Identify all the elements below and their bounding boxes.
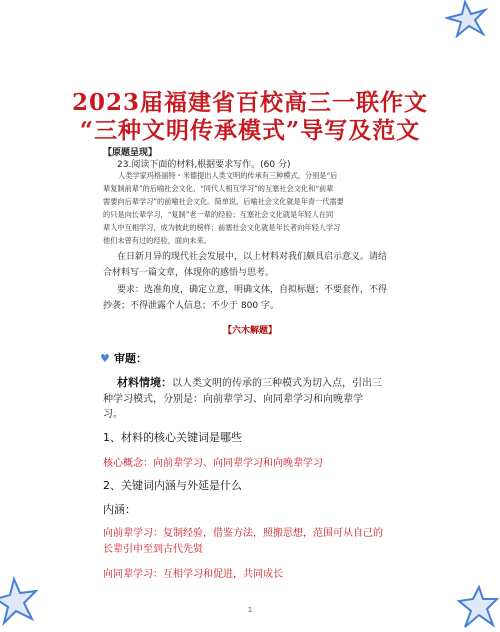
core-label: 核心概念： [103,458,153,469]
heart-icon: ♥ [100,352,110,365]
question-1: 1、材料的核心关键词是哪些 [103,431,242,444]
question-heading: 23.阅读下面的材料,根据要求写作。(60 分) [117,160,291,170]
requirement-line: 抄袭；不得泄露个人信息；不少于 800 字。 [103,301,279,311]
quote-line: 他们未曾有过的经验，面向未来。 [103,236,211,245]
item-1-label: 向前辈学习： [103,528,163,539]
item-1-text: 复制经验，借鉴方法，照搬思想，范围可从自己的 [163,528,383,539]
item-2-label: 向同辈学习： [103,569,163,580]
review-label: 审题： [114,352,147,365]
star-decoration-icon [445,0,500,38]
item-1-line [103,524,383,539]
analysis-section-title: 【六木解题】 [222,326,277,336]
quote-line: 的只是向长辈学习，“复制”老一辈的经验；互塞社会文化就是年轻人在同 [103,210,334,219]
material-line [117,374,382,390]
quote-line: 需要向后辈学习”的前喻社会文化。简单说，后喻社会文化就是年青一代需要 [103,197,344,206]
core-concept-line [103,454,323,469]
material-label: 材料情境： [117,376,172,389]
star-decoration-icon [0,575,45,632]
item-1-line-2: 长辈引申至到古代先贤 [103,544,203,555]
core-text: 向前辈学习、向同辈学习和向晚辈学习 [153,458,323,469]
page-title-line2: “三种文明传承模式”导写及范文 [79,117,421,144]
item-2-line [103,565,283,580]
instruction-line: 合材料写一篇文章，体现你的感悟与思考。 [103,268,275,278]
quote-line: 辈复制前辈”的后喻社会文化、“同代人相互学习”的互塞社会文化和“前辈 [103,184,334,193]
material-line: 种学习模式，分别是：向前辈学习、向同辈学习和向晚辈学 [103,394,363,405]
quote-line: 人类学家玛格丽特・米德提出人类文明的传承有三种模式，分别是“后 [118,171,338,180]
page-number: 1 [247,606,253,614]
question-2: 2、关键词内涵与外延是什么 [103,479,242,492]
item-2-text: 互相学习和促进，共同成长 [163,569,283,580]
material-line: 习。 [103,409,123,420]
instruction-line: 在日新月异的现代社会发展中，以上材料对我们颇具启示意义。请结 [117,252,388,262]
quote-line: 辈人中互相学习，成为彼此的榜样；前塞社会文化就是年长者向年轻人学习 [103,223,341,232]
connotation-label: 内涵： [103,503,136,516]
material-text: 以人类文明的传承的三种模式为切入点，引出三 [172,378,382,389]
section-label-original-prompt: 【原题呈现】 [103,148,158,158]
requirement-line: 要求：选准角度，确定立意，明确文体，自拟标题；不要套作，不得 [117,285,388,295]
page-title-line1: 2023届福建省百校高三一联作文 [71,89,428,116]
